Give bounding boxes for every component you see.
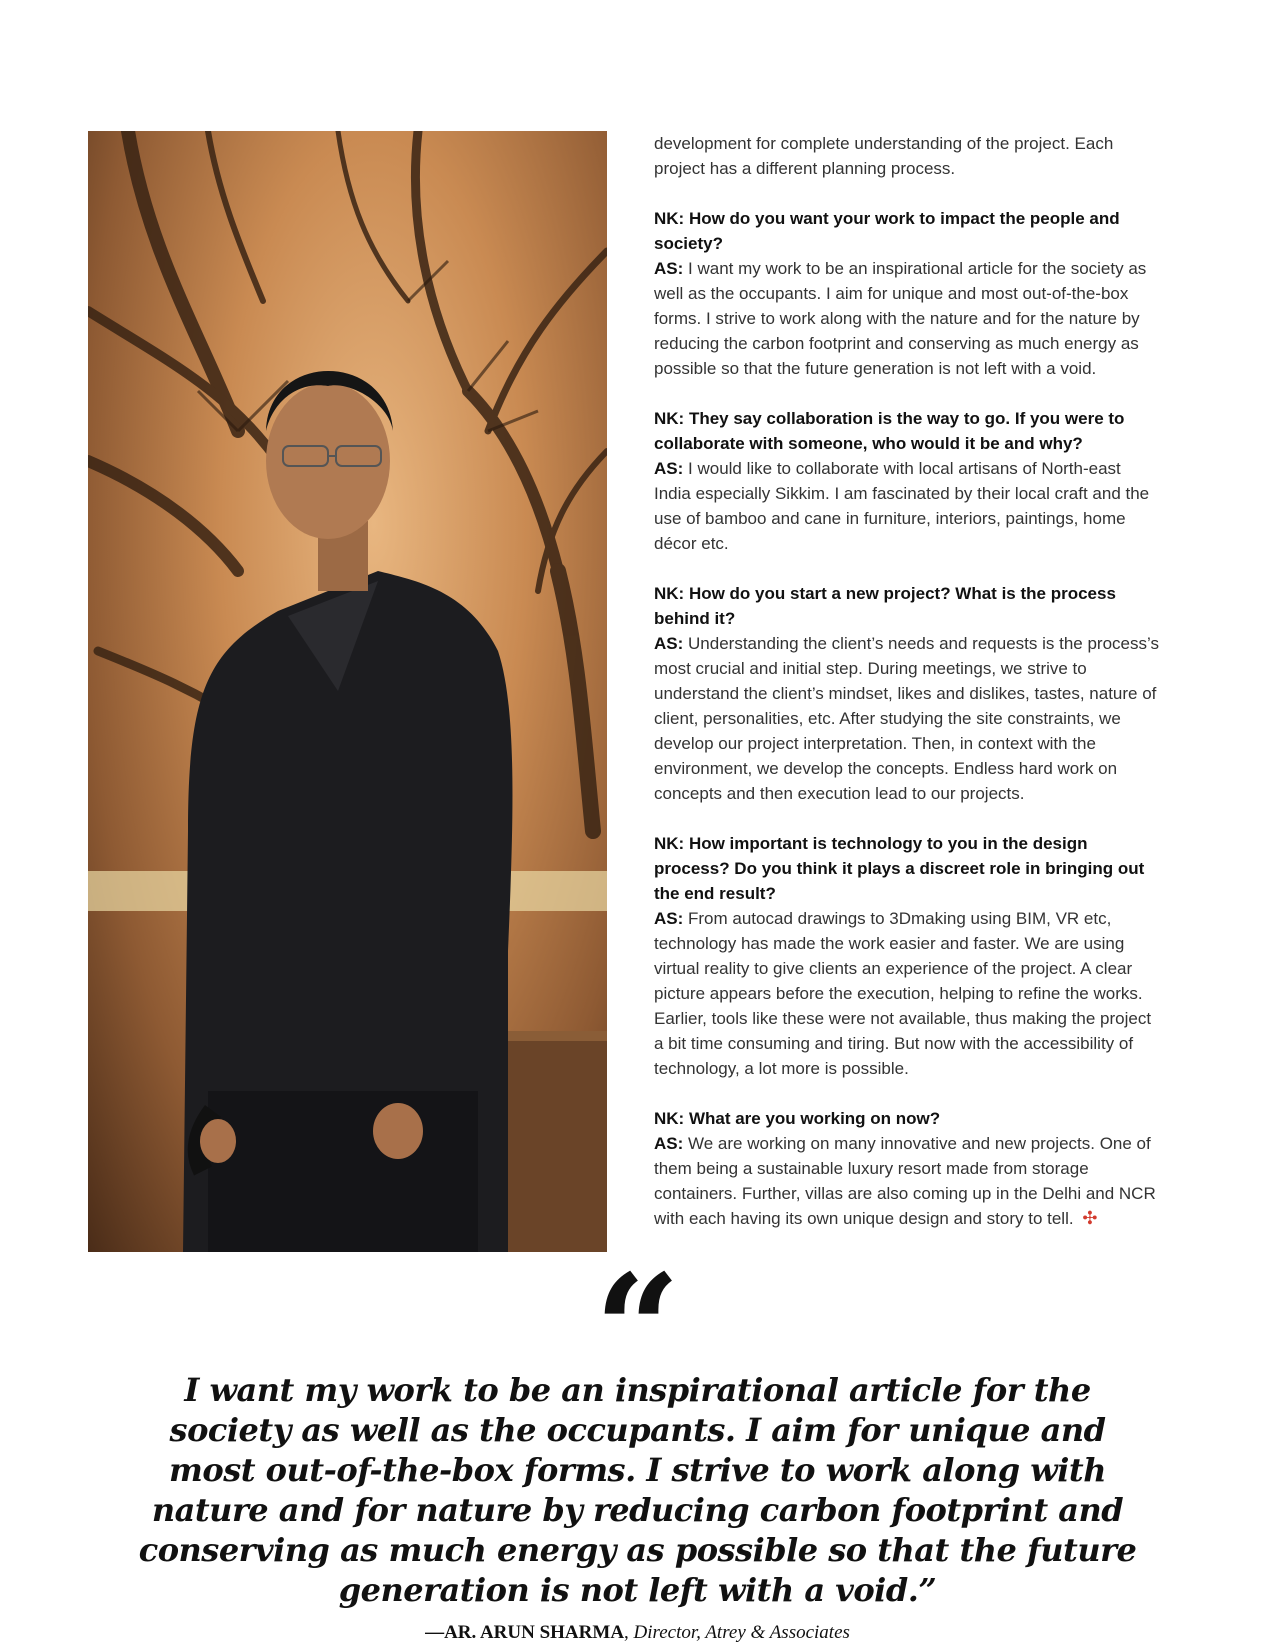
qa-block (654, 1106, 1159, 1231)
qa-block (654, 581, 1159, 806)
question: NK: How do you start a new project? What is the process behind it? (654, 584, 1116, 628)
answer-label: AS: (654, 634, 684, 653)
article-column (654, 131, 1159, 1256)
qa-block (654, 831, 1159, 1081)
answer-label: AS: (654, 459, 684, 478)
quote-mark-icon: “ (594, 1270, 681, 1365)
attribution-role: Director, Atrey & Associates (633, 1622, 850, 1643)
qa-block (654, 206, 1159, 381)
portrait-illustration (88, 131, 607, 1252)
end-of-article-icon: ✣ (1082, 1208, 1098, 1228)
pull-quote: I want my work to be an inspirational article for the society as well as the occupants. I aim for unique and most out-of-the-box forms. I strive to work along with nature and for nature by reducing carbon footprint and conserving as much energy as possible so that the future generation is not left with a void.” (138, 1371, 1137, 1609)
answer: I would like to collaborate with local artisans of North-east India especially Sikkim. I am fascinated by their local craft and the use of bamboo and cane in furniture, interiors, paintings, home décor etc. (654, 459, 1150, 553)
qa-block (654, 406, 1159, 556)
answer: From autocad drawings to 3Dmaking using BIM, VR etc, technology has made the work easier and faster. We are using virtual reality to give clients an experience of the project. A clear picture appears before the execution, helping to refine the works. Earlier, tools like these were not available, thus making the project a bit time consuming and tiring. But now with the accessibility of technology, a lot more is possible. (654, 909, 1152, 1078)
intro-paragraph: development for complete understanding of the project. Each project has a different planning process. (654, 134, 1114, 178)
question: NK: They say collaboration is the way to go. If you were to collaborate with someone, who would it be and why? (654, 409, 1125, 453)
question: NK: How important is technology to you in the design process? Do you think it plays a discreet role in bringing out the end result? (654, 834, 1145, 903)
answer: I want my work to be an inspirational article for the society as well as the occupants. I aim for unique and most out-of-the-box forms. I strive to work along with the nature and for the nature by reducing the carbon footprint and conserving as much energy as possible so that the future generation is not left with a void. (654, 259, 1147, 378)
question: NK: What are you working on now? (654, 1109, 941, 1128)
answer-label: AS: (654, 909, 684, 928)
question: NK: How do you want your work to impact the people and society? (654, 209, 1120, 253)
portrait-photo (88, 131, 607, 1252)
attribution-name: —AR. ARUN SHARMA (425, 1622, 625, 1643)
answer-label: AS: (654, 259, 684, 278)
answer: Understanding the client’s needs and requests is the process’s most crucial and initial step. During meetings, we strive to understand the client’s mindset, likes and dislikes, tastes, nature of client, personalities, etc. After studying the site constraints, we develop our project interpretation. Then, in context with the environment, we develop the concepts. Endless hard work on concepts and then execution lead to our projects. (654, 634, 1159, 803)
answer: We are working on many innovative and new projects. One of them being a sustainable luxury resort made from storage containers. Further, villas are also coming up in the Delhi and NCR with each having its own unique design and story to tell. (654, 1134, 1156, 1228)
man-figure (183, 371, 512, 1252)
answer-label: AS: (654, 1134, 684, 1153)
pull-quote-attribution: —AR. ARUN SHARMA, Director, Atrey & Associates (425, 1622, 850, 1643)
